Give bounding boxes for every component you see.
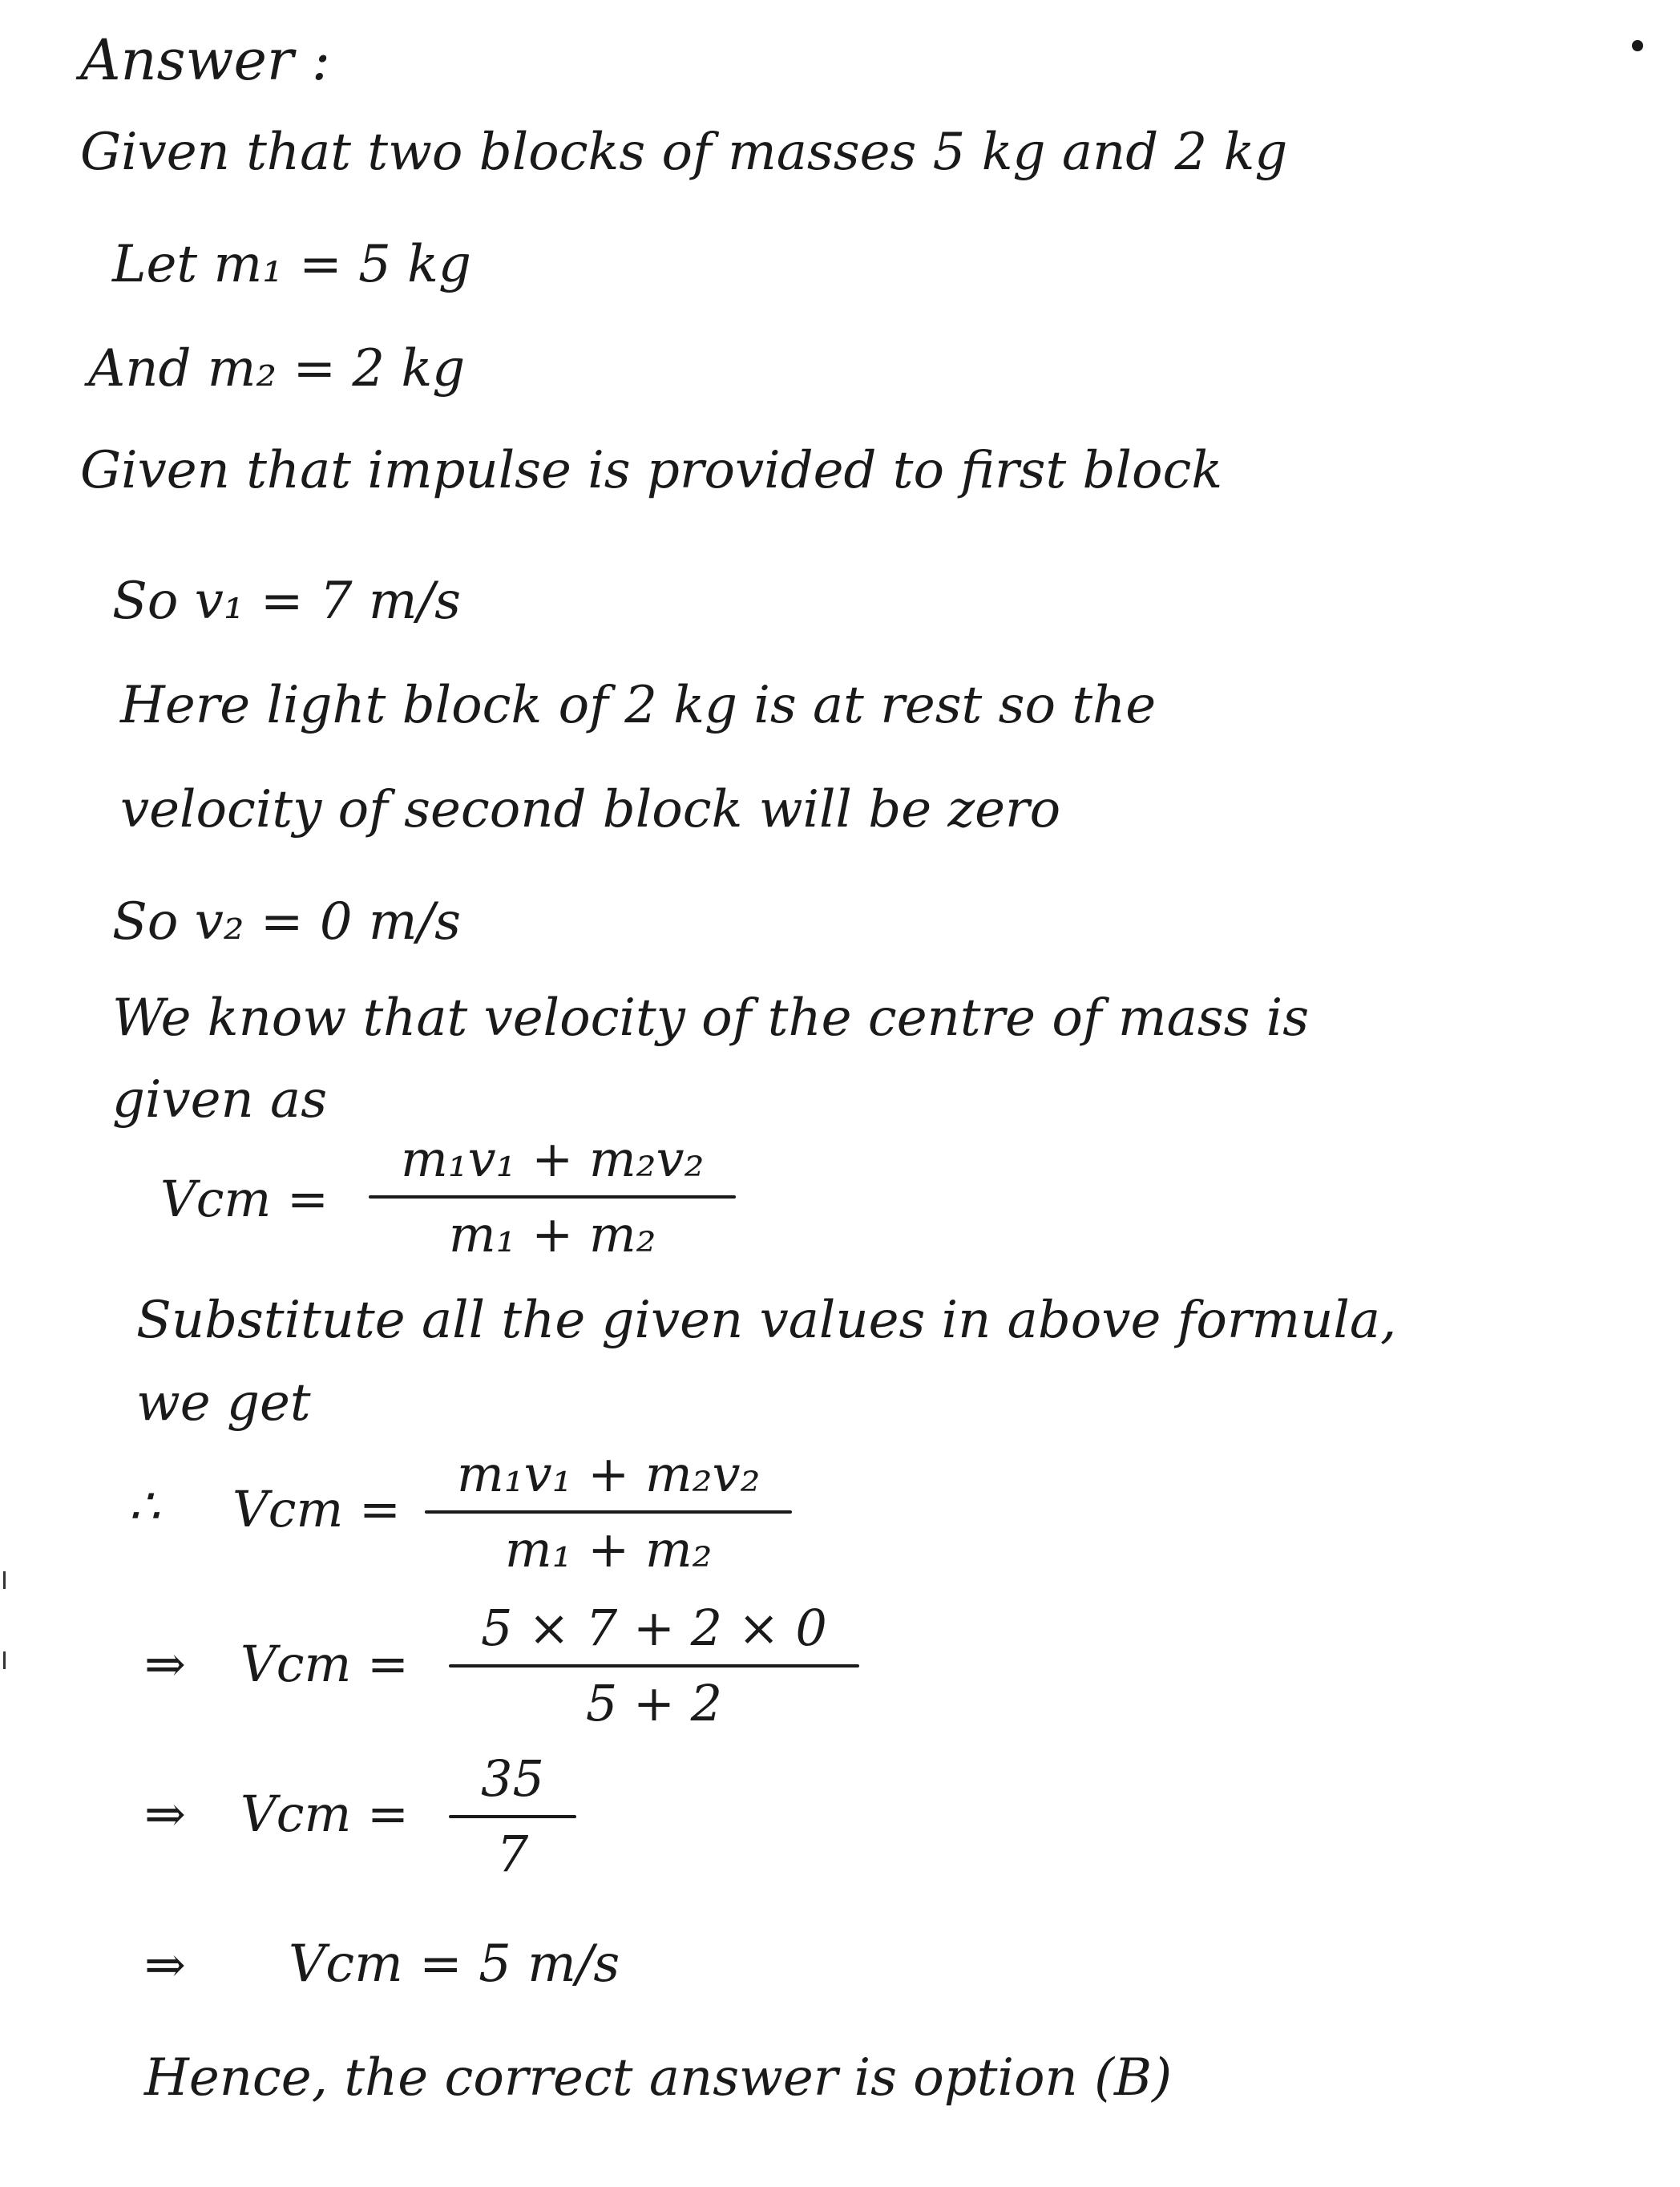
simplified-fraction [449,1749,576,1883]
substituted-arrow: ⇒ [144,1635,186,1693]
corner-dot [1632,40,1643,51]
so-v1-line: So v₁ = 7 m/s [112,572,461,631]
scan-edge-mark [3,1571,6,1589]
simplified-numerator: 35 [481,1749,544,1808]
impulse-line: Given that impulse is provided to first block [80,441,1223,500]
let-m1-line: Let m₁ = 5 kg [112,235,471,294]
formula-denominator: m₁ + m₂ [448,1205,656,1263]
scan-edge-mark [3,1651,6,1669]
light-block-line: Here light block of 2 kg is at rest so the [120,676,1157,735]
substituted-numerator: 5 × 7 + 2 × 0 [481,1599,827,1657]
formula-numerator: m₁v₁ + m₂v₂ [401,1130,705,1188]
velocity-second-line: velocity of second block will be zero [120,780,1061,839]
simplified-arrow: ⇒ [144,1785,186,1843]
simplified-lhs: Vcm = [240,1785,409,1843]
simplified-denominator: 7 [496,1825,529,1883]
and-m2-line: And m₂ = 2 kg [88,339,466,398]
therefore-fraction [425,1445,792,1579]
result-arrow: ⇒ [144,1935,186,1994]
substituted-lhs: Vcm = [240,1635,409,1693]
therefore-symbol: ∴ [128,1477,160,1535]
therefore-lhs: Vcm = [232,1480,401,1538]
formula-lhs: Vcm = [160,1170,329,1228]
result-line: Vcm = 5 m/s [289,1934,620,1994]
we-know-line: We know that velocity of the centre of mass is [112,988,1310,1048]
therefore-numerator: m₁v₁ + m₂v₂ [457,1445,761,1503]
given-as-line: given as [112,1070,328,1130]
so-v2-line: So v₂ = 0 m/s [112,892,461,952]
substitute-line: Substitute all the given values in above formula, [136,1291,1397,1350]
we-get-line: we get [136,1373,311,1433]
therefore-denominator: m₁ + m₂ [504,1520,713,1579]
substituted-fraction [449,1599,859,1732]
substituted-denominator: 5 + 2 [585,1674,723,1732]
hence-line: Hence, the correct answer is option (B) [144,2048,1173,2108]
formula-fraction [369,1130,736,1263]
answer-heading: Answer : [80,27,331,93]
given-masses-line: Given that two blocks of masses 5 kg and 2 kg [80,123,1288,182]
